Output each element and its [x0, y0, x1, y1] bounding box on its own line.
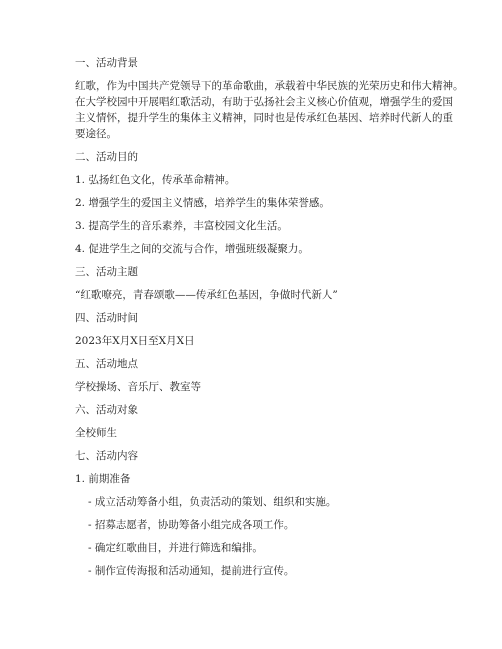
paragraph-line: 主义情怀，提升学生的集体主义精神，同时也是传承红色基因、培养时代新人的重 — [75, 112, 453, 124]
list-item: 1. 弘扬红色文化，传承革命精神。 — [75, 174, 236, 186]
section-heading-theme: 三、活动主题 — [75, 266, 138, 278]
bullet-item: - 成立活动筹备小组，负责活动的策划、组织和实施。 — [88, 496, 337, 508]
section-heading-background: 一、活动背景 — [75, 57, 138, 69]
bullet-item: - 确定红歌曲目，并进行筛选和编排。 — [88, 542, 263, 554]
list-item: 4. 促进学生之间的交流与合作，增强班级凝聚力。 — [75, 243, 309, 255]
paragraph-line: 在大学校园中开展唱红歌活动，有助于弘扬社会主义核心价值观，增强学生的爱国 — [75, 96, 453, 108]
section-heading-content: 七、活动内容 — [75, 450, 138, 462]
paragraph-line: 要途径。 — [75, 128, 117, 140]
section-heading-purpose: 二、活动目的 — [75, 151, 138, 163]
list-item: 3. 提高学生的音乐素养，丰富校园文化生活。 — [75, 220, 288, 232]
paragraph-line: 红歌，作为中国共产党领导下的革命歌曲，承载着中华民族的光荣历史和伟大精神。 — [75, 80, 464, 92]
audience-text: 全校师生 — [75, 427, 117, 439]
bullet-item: - 招募志愿者，协助筹备小组完成各项工作。 — [88, 519, 295, 531]
section-heading-time: 四、活动时间 — [75, 312, 138, 324]
list-item: 2. 增强学生的爱国主义情感，培养学生的集体荣誉感。 — [75, 197, 330, 209]
time-text: 2023年X月X日至X月X日 — [75, 335, 195, 347]
theme-text: “红歌嘹亮，青春颂歌——传承红色基因，争做时代新人” — [75, 289, 338, 301]
bullet-item: - 制作宣传海报和活动通知，提前进行宣传。 — [88, 565, 295, 577]
section-heading-audience: 六、活动对象 — [75, 404, 138, 416]
location-text: 学校操场、音乐厅、教室等 — [75, 381, 201, 393]
section-heading-location: 五、活动地点 — [75, 358, 138, 370]
subsection-heading: 1. 前期准备 — [75, 473, 131, 485]
